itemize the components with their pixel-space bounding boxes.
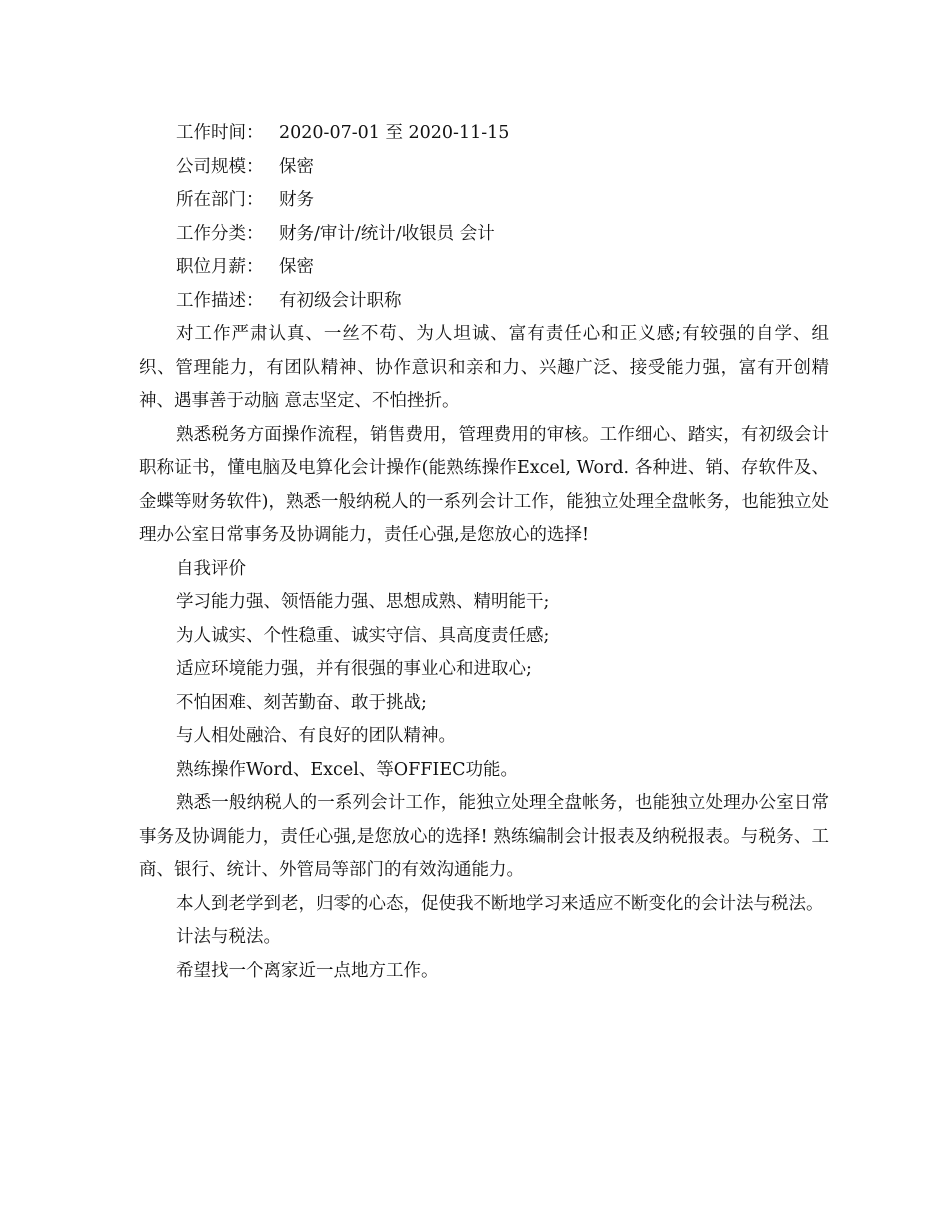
job-time-row — [139, 117, 829, 151]
job-category-label: 工作分类： — [176, 223, 264, 244]
self-evaluation-item: 为人诚实、个性稳重、诚实守信、具高度责任感; — [176, 625, 550, 646]
job-time-value: 2020-07-01 至 2020-11-15 — [279, 123, 510, 143]
department-value: 财务 — [279, 190, 314, 210]
self-evaluation-item: 与人相处融洽、有良好的团队精神。 — [176, 726, 456, 746]
tax-law-line: 计法与税法。 — [176, 927, 281, 947]
self-evaluation-item: 不怕困难、刻苦勤奋、敢于挑战; — [176, 692, 427, 713]
self-evaluation-heading: 自我评价 — [176, 558, 246, 579]
job-description-label: 工作描述： — [176, 290, 264, 311]
learning-attitude-paragraph: 本人到老学到老，归零的心态，促使我不断地学习来适应不断变化的会计法与税法。 — [176, 893, 824, 914]
job-category-row — [139, 218, 829, 252]
job-hope-line: 希望找一个离家近一点地方工作。 — [176, 960, 439, 981]
salary-row — [139, 251, 829, 285]
accounting-ability-paragraph: 熟悉一般纳税人的一系列会计工作，能独立处理全盘帐务，也能独立处理办公室日常事务及协调能力，责任心强,是您放心的选择! 熟练编制会计报表及纳税报表。与税务、工商、银行、统计、外管局等部门的有效沟通能力。 — [139, 793, 829, 880]
company-size-label: 公司规模： — [176, 156, 264, 177]
self-evaluation-item: 适应环境能力强，并有很强的事业心和进取心; — [176, 659, 532, 679]
job-description-value: 有初级会计职称 — [279, 290, 402, 311]
self-evaluation-item: 熟练操作Word、Excel、等OFFIEC功能。 — [176, 759, 519, 780]
department-row — [139, 184, 829, 218]
department-label: 所在部门： — [176, 190, 264, 210]
job-category-value: 财务/审计/统计/收银员 会计 — [279, 223, 495, 244]
salary-label: 职位月薪： — [176, 257, 264, 277]
company-size-row — [139, 151, 829, 185]
salary-value: 保密 — [279, 257, 314, 277]
self-evaluation-item: 学习能力强、领悟能力强、思想成熟、精明能干; — [176, 592, 550, 612]
document-body — [139, 117, 829, 988]
job-description-row — [139, 285, 829, 319]
work-attitude-paragraph: 对工作严肃认真、一丝不苟、为人坦诚、富有责任心和正义感;有较强的自学、组织、管理能力，有团队精神、协作意识和亲和力、兴趣广泛、接受能力强，富有开创精神、遇事善于动脑 意志坚定、不怕挫折。 — [139, 324, 829, 411]
job-time-label: 工作时间： — [176, 123, 264, 143]
company-size-value: 保密 — [279, 156, 314, 177]
work-skills-paragraph: 熟悉税务方面操作流程，销售费用，管理费用的审核。工作细心、踏实，有初级会计职称证书，懂电脑及电算化会计操作(能熟练操作Excel, Word. 各种进、销、存软件及、金蝶等财务软件)，熟悉一般纳税人的一系列会计工作，能独立处理全盘帐务，也能独立处理办公室日常事务及协调能力，责任心强,是您放心的选择! — [139, 424, 829, 545]
